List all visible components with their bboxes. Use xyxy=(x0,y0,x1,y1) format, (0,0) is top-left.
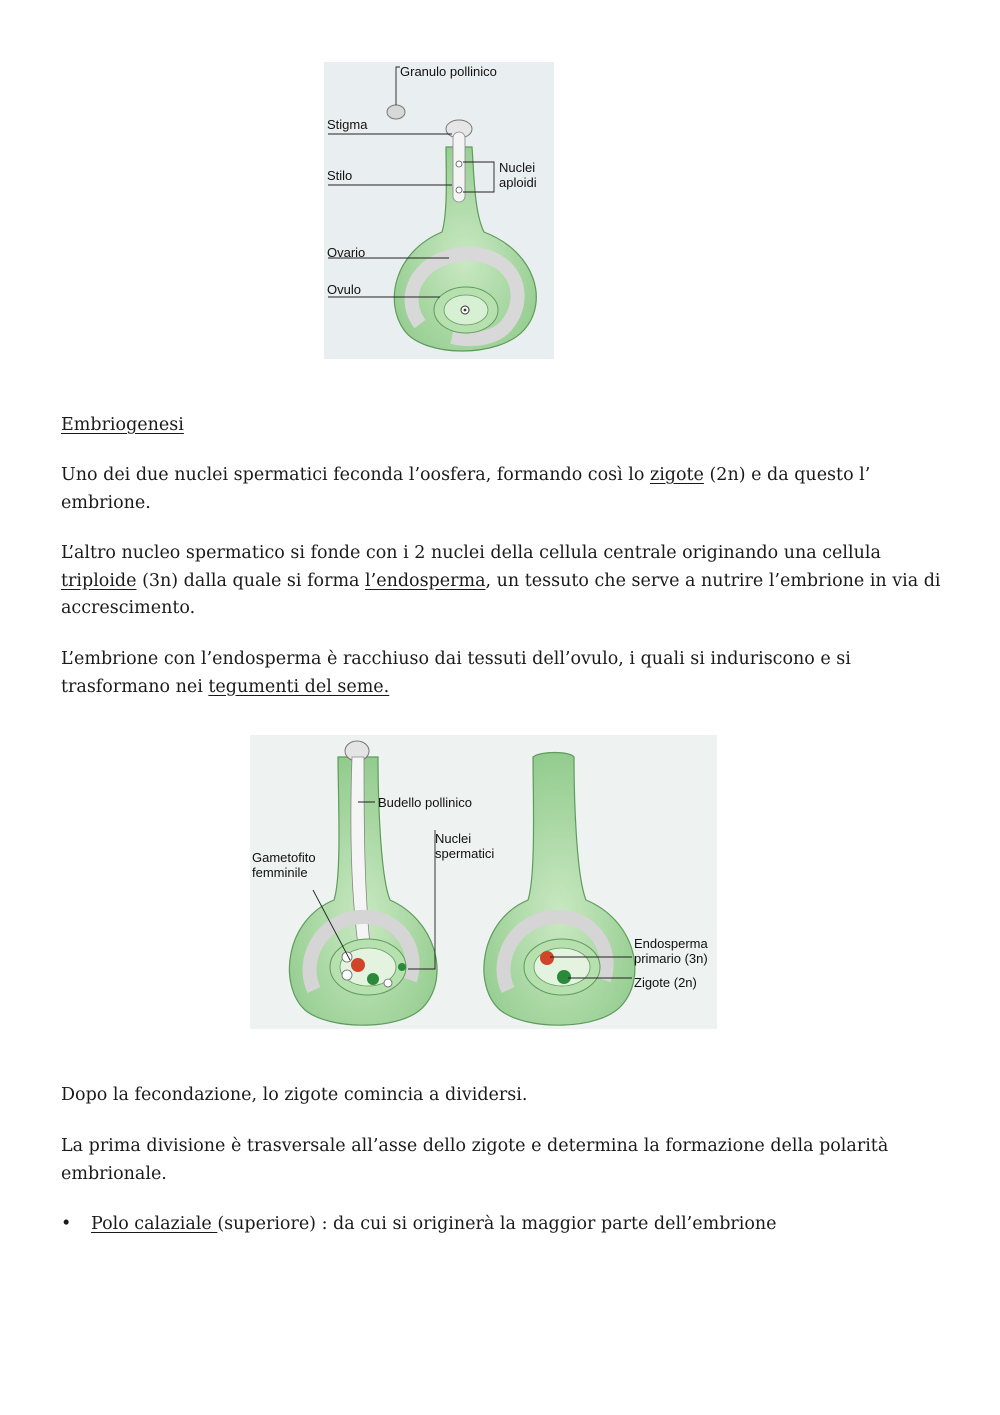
label-stilo: Stilo xyxy=(327,168,353,183)
label-zigote: Zigote (2n) xyxy=(634,975,697,990)
paragraph-5: La prima divisione è trasversale all’asse dello zigote e determina la formazione della polarità embrionale. xyxy=(61,1136,889,1184)
label-stigma: Stigma xyxy=(327,117,368,132)
paragraph-2: L’altro nucleo spermatico si fonde con i 2 nuclei della cellula centrale originando una cellula triploide (3n) dalla quale si forma l’endosperma, un tessuto che serve a nutrire l’embrione in via di accrescimento. xyxy=(61,543,941,618)
section-heading: Embriogenesi xyxy=(61,415,184,435)
paragraph-1: Uno dei due nuclei spermatici feconda l’oosfera, formando così lo zigote (2n) e da questo l’ embrione. xyxy=(61,465,871,513)
label-primario: primario (3n) xyxy=(634,951,708,966)
bullet-text: (superiore) : da cui si originerà la maggior parte dell’embrione xyxy=(217,1214,777,1234)
label-budello-pollinico: Budello pollinico xyxy=(378,795,472,810)
fertilization-diagram xyxy=(250,735,717,1029)
label-gametofito: Gametofito xyxy=(252,850,316,865)
pollen-grain-shape xyxy=(387,105,405,119)
pistil-diagram xyxy=(324,62,554,359)
label-nuclei: Nuclei xyxy=(435,831,472,846)
label-nuclei: Nuclei xyxy=(499,160,536,175)
label-aploidi: aploidi xyxy=(499,175,537,190)
bullet-term: Polo calaziale xyxy=(91,1214,218,1234)
bullet-marker: • xyxy=(61,1214,72,1234)
paragraph-4: Dopo la fecondazione, lo zigote comincia a dividersi. xyxy=(61,1085,528,1105)
label-femminile: femminile xyxy=(252,865,308,880)
paragraph-3: L’embrione con l’endosperma è racchiuso dai tessuti dell’ovulo, i quali si induriscono e si trasformano nei tegumenti del seme. xyxy=(61,649,851,697)
label-endosperma: Endosperma xyxy=(634,936,708,951)
label-ovario: Ovario xyxy=(327,245,366,260)
label-granulo-pollinico: Granulo pollinico xyxy=(400,64,497,79)
label-spermatici: spermatici xyxy=(435,846,495,861)
label-ovulo: Ovulo xyxy=(327,282,361,297)
